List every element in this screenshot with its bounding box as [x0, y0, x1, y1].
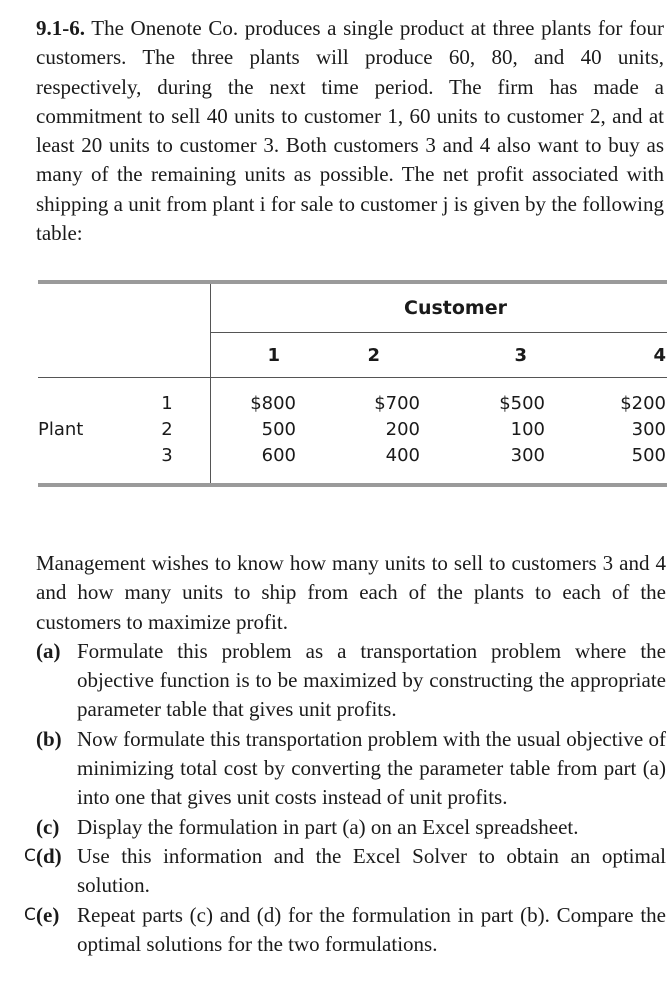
part-text: Use this information and the Excel Solver to obtain an optimal solution. — [77, 843, 666, 898]
computer-mark: C — [24, 845, 36, 866]
part-text: Display the formulation in part (a) on an Excel spreadsheet. — [77, 814, 579, 839]
part-label: (d) — [36, 843, 62, 868]
table-cell: 600 — [261, 445, 296, 466]
part-label: (b) — [36, 726, 62, 751]
plant-label: Plant — [38, 419, 84, 440]
part-c — [36, 813, 666, 842]
part-b — [36, 725, 666, 813]
problem-statement — [36, 14, 664, 248]
table-cell: $200 — [620, 393, 666, 414]
problem-text: The Onenote Co. produces a single product at three plants for four customers. The three plants will produce 60, 80, and 40 units, respectively, during the next time period. The firm has made a commitment to sell 40 units to customer 1, 60 units to customer 2, and at least 20 units to customer 3. Both customers 3 and 4 also want to buy as many of the remaining units as possible. The net profit associated with shipping a unit from plant i for sale to customer j is given by the following table: — [36, 16, 664, 246]
customer-header-rule — [211, 332, 667, 333]
part-text: Repeat parts (c) and (d) for the formulation in part (b). Compare the optimal solutions for the two formulations. — [77, 902, 666, 956]
part-label: (e) — [36, 902, 60, 927]
table-cell: $500 — [499, 393, 545, 414]
problem-number: 9.1-6. — [36, 16, 85, 40]
part-e — [24, 901, 666, 960]
plant-number: 1 — [161, 393, 173, 414]
plant-number: 3 — [161, 445, 173, 466]
customer-title: Customer — [404, 297, 507, 319]
column-header-rule — [38, 377, 667, 378]
table-cell: 400 — [385, 445, 420, 466]
table-vertical-rule — [210, 284, 211, 483]
table-top-rule — [38, 280, 667, 284]
column-header: 3 — [514, 345, 527, 366]
table-cell: 500 — [261, 419, 296, 440]
table-cell: 300 — [631, 419, 666, 440]
part-label: (a) — [36, 638, 61, 663]
table-cell: 500 — [631, 445, 666, 466]
column-header: 4 — [653, 345, 666, 366]
part-text: Now formulate this transportation problem with the usual objective of minimizing total cost by converting the parameter table from part (a) into one that gives unit costs instead of unit profits. — [77, 726, 666, 810]
table-cell: 100 — [510, 419, 545, 440]
part-text: Formulate this problem as a transportation problem where the objective function is to be maximized by constructing the appropriate parameter table that gives unit profits. — [77, 638, 666, 722]
table-cell: $700 — [374, 393, 420, 414]
part-a — [36, 637, 666, 725]
table-cell: 300 — [510, 445, 545, 466]
computer-mark: C — [24, 904, 36, 925]
table-cell: 200 — [385, 419, 420, 440]
questions-section — [24, 549, 666, 959]
table-bottom-rule — [38, 483, 667, 487]
part-label: (c) — [36, 814, 60, 839]
column-header: 2 — [367, 345, 380, 366]
part-d — [24, 842, 666, 901]
table-cell: $800 — [250, 393, 296, 414]
plant-number: 2 — [161, 419, 173, 440]
management-text: Management wishes to know how many units to sell to customers 3 and 4 and how many units to ship from each of the plants to each of the customers to maximize profit. — [36, 551, 666, 634]
profit-table — [38, 280, 667, 488]
column-header: 1 — [267, 345, 280, 366]
